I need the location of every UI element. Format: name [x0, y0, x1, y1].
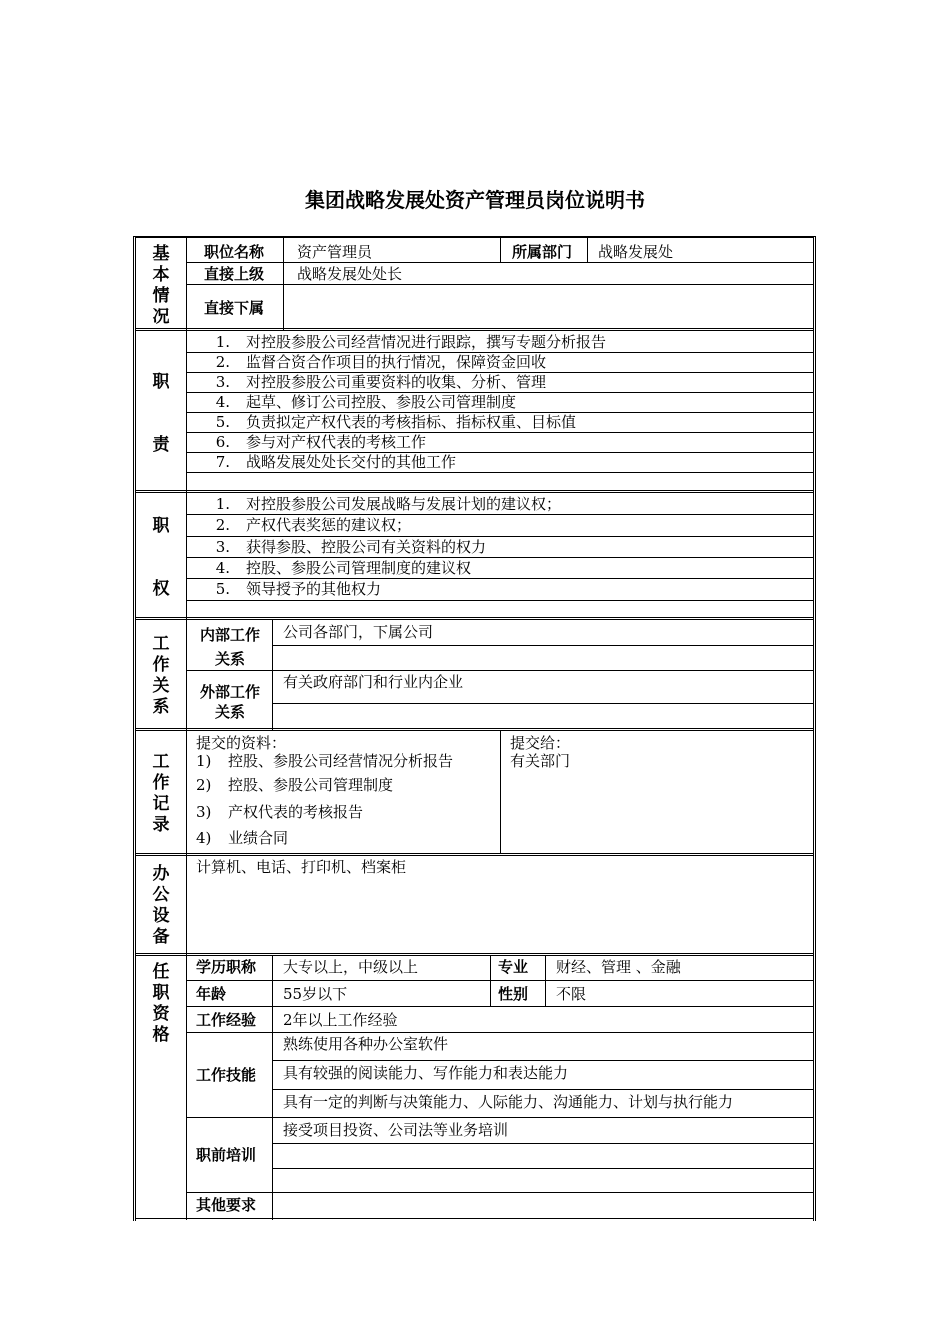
record-item: 1) 控股、参股公司经营情况分析报告	[196, 752, 454, 770]
authority-item: 1. 对控股参股公司发展战略与发展计划的建议权；	[215, 495, 562, 513]
other-requirements-label: 其他要求	[196, 1196, 257, 1214]
duty-item: 4. 起草、修订公司控股、参股公司管理制度	[215, 393, 517, 411]
skill-item: 具有一定的判断与决策能力、人际能力、沟通能力、计划与执行能力	[283, 1093, 734, 1111]
skills-label: 工作技能	[196, 1066, 257, 1084]
external-relations-value: 有关政府部门和行业内企业	[283, 673, 464, 691]
authority-item: 4. 控股、参股公司管理制度的建议权	[215, 559, 472, 577]
education-label: 学历职称	[196, 958, 257, 976]
skill-item: 具有较强的阅读能力、写作能力和表达能力	[283, 1064, 569, 1082]
internal-relations-label: 内部工作 关系	[199, 626, 260, 668]
skill-item: 熟练使用各种办公室软件	[283, 1035, 449, 1053]
authority-item: 2. 产权代表奖惩的建议权；	[215, 516, 412, 534]
age-label: 年龄	[196, 985, 227, 1003]
section-authority-label: 职 权	[152, 516, 170, 599]
position-name-value: 资产管理员	[297, 243, 373, 261]
pre-job-training-label: 职前培训	[196, 1146, 257, 1164]
position-name-label: 职位名称	[204, 243, 265, 261]
section-records-label: 工 作 记 录	[152, 752, 170, 835]
major-value: 财经、管理 、金融	[556, 958, 681, 976]
authority-item: 3. 获得参股、控股公司有关资料的权力	[215, 538, 487, 556]
section-relations-label: 工 作 关 系	[152, 634, 170, 717]
direct-superior-label: 直接上级	[204, 265, 265, 283]
department-label: 所属部门	[512, 243, 573, 261]
experience-value: 2年以上工作经验	[283, 1011, 398, 1029]
gender-value: 不限	[556, 985, 587, 1003]
duty-item: 3. 对控股参股公司重要资料的收集、分析、管理	[215, 373, 547, 391]
direct-superior-value: 战略发展处处长	[297, 265, 403, 283]
submit-to-label: 提交给：	[510, 734, 571, 752]
authority-item: 5. 领导授予的其他权力	[215, 580, 382, 598]
submit-to-value: 有关部门	[510, 752, 571, 770]
age-value: 55岁以下	[283, 985, 348, 1003]
duty-item: 6. 参与对产权代表的考核工作	[215, 433, 427, 451]
gender-label: 性别	[498, 985, 529, 1003]
major-label: 专业	[498, 958, 529, 976]
record-item: 2) 控股、参股公司管理制度	[196, 776, 394, 794]
direct-subordinate-label: 直接下属	[204, 299, 265, 317]
pre-job-training-value: 接受项目投资、公司法等业务培训	[283, 1121, 509, 1139]
duty-item: 5. 负责拟定产权代表的考核指标、指标权重、目标值	[215, 413, 577, 431]
duty-item: 7. 战略发展处处长交付的其他工作	[215, 453, 457, 471]
duty-item: 2. 监督合资合作项目的执行情况，保障资金回收	[215, 353, 547, 371]
page-title: 集团战略发展处资产管理员岗位说明书	[305, 188, 645, 212]
section-basic-label: 基 本 情 况	[152, 244, 170, 327]
record-item: 3) 产权代表的考核报告	[196, 803, 364, 821]
section-equipment-label: 办 公 设 备	[152, 864, 170, 947]
external-relations-label: 外部工作 关系	[199, 683, 260, 721]
department-value: 战略发展处	[598, 243, 674, 261]
section-duties-label: 职 责	[152, 372, 170, 455]
duty-item: 1. 对控股参股公司经营情况进行跟踪，撰写专题分析报告	[215, 333, 607, 351]
education-value: 大专以上，中级以上	[283, 958, 419, 976]
section-qualifications-label: 任 职 资 格	[152, 962, 170, 1045]
record-item: 4) 业绩合同	[196, 829, 289, 847]
internal-relations-value: 公司各部门，下属公司	[283, 623, 434, 641]
experience-label: 工作经验	[196, 1011, 257, 1029]
office-equipment-value: 计算机、电话、打印机、档案柜	[196, 858, 407, 876]
submitted-materials-label: 提交的资料：	[196, 734, 287, 752]
